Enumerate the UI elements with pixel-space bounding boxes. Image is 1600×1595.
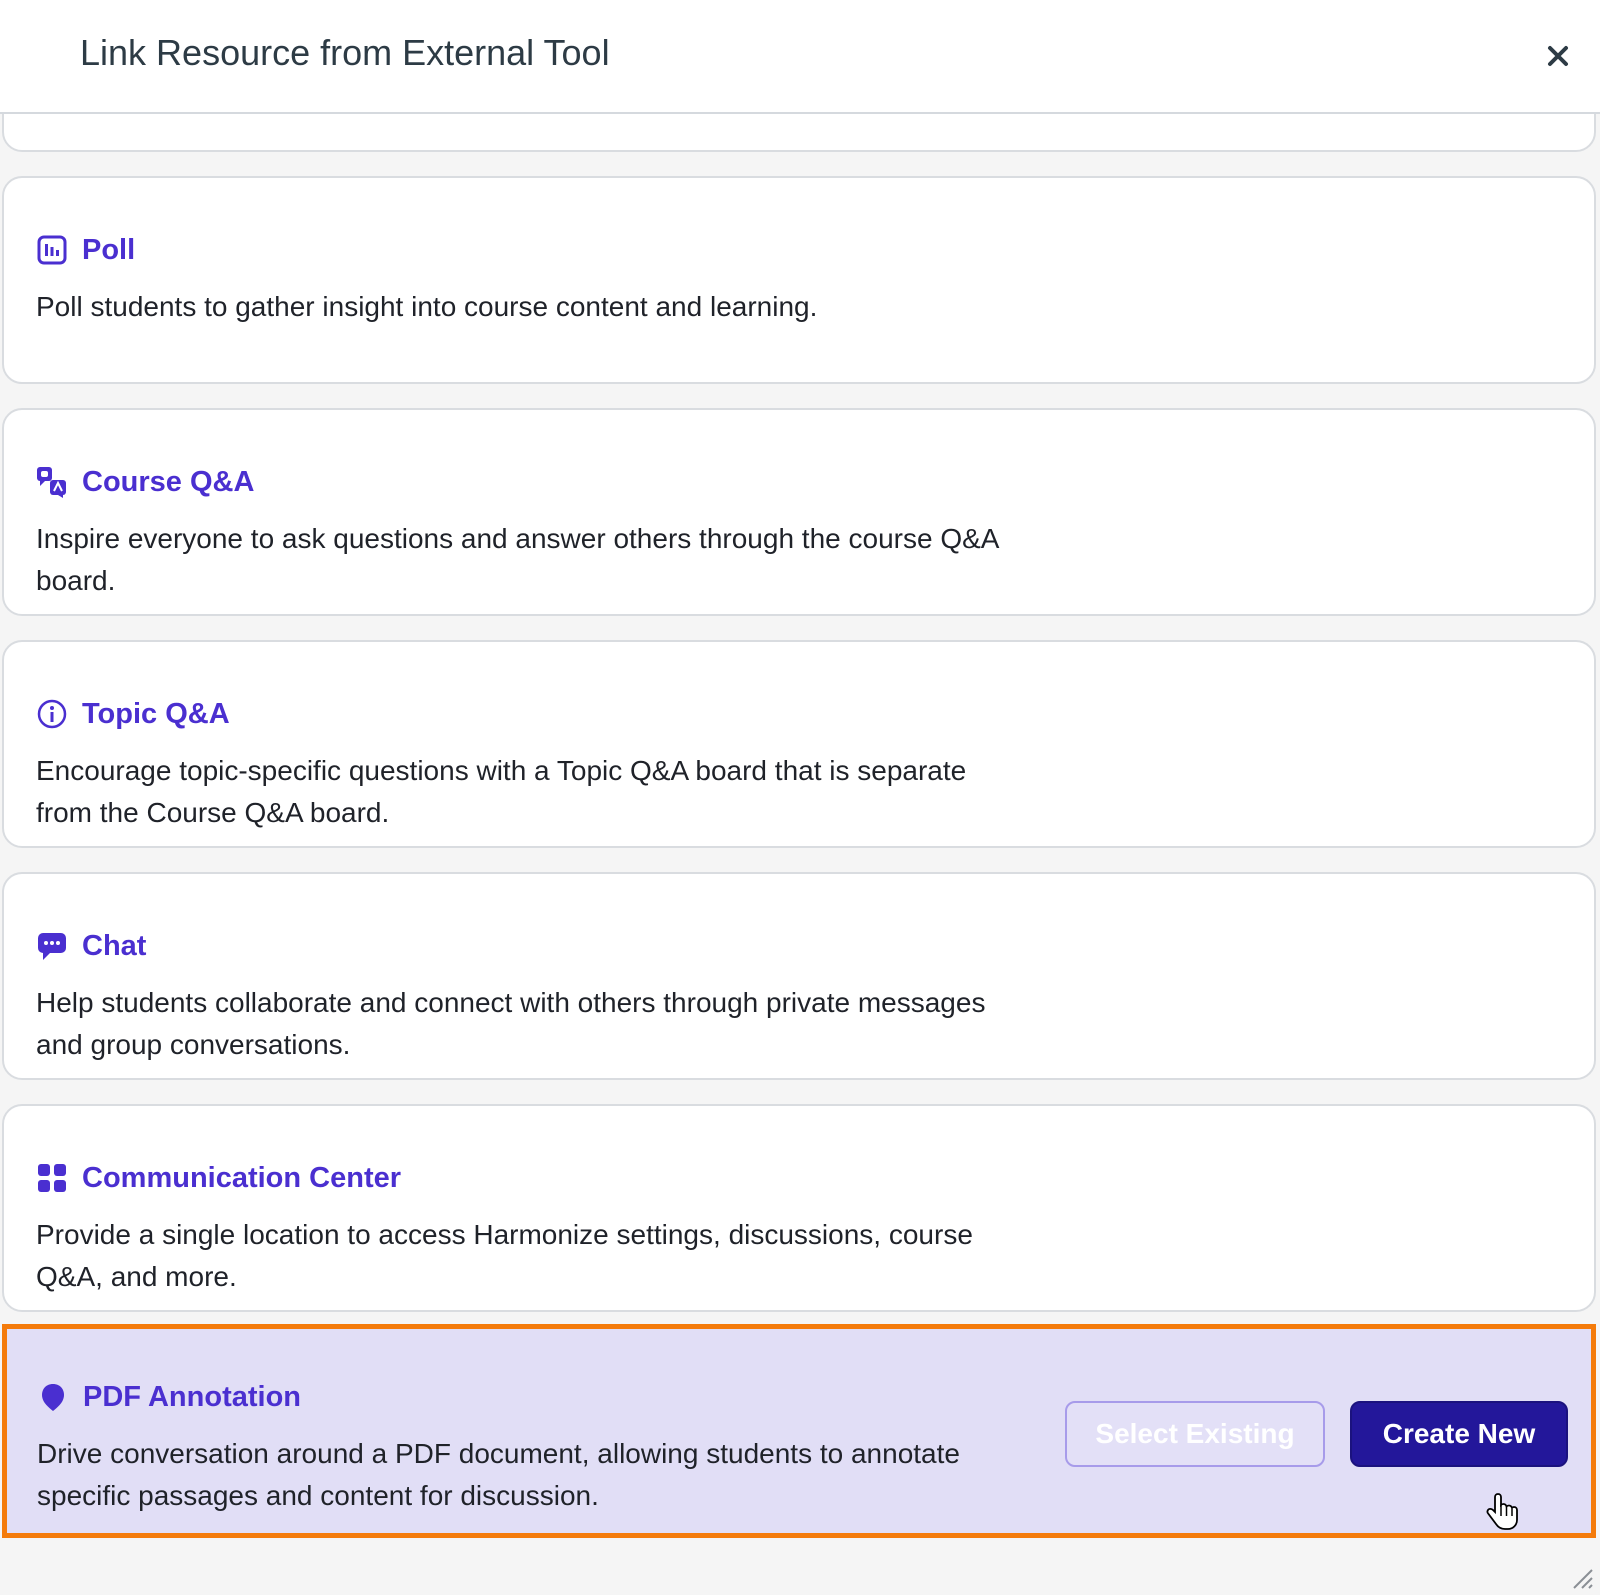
tool-description: Encourage topic-specific questions with a Topic Q&A board that is separate from the Course Q&A board. [36, 755, 967, 828]
tool-card-course-qa[interactable] [2, 408, 1596, 616]
tool-card-header [37, 1377, 301, 1417]
close-icon[interactable] [1538, 36, 1578, 76]
tool-card-header [36, 926, 146, 966]
hand-pointer-cursor-icon [1486, 1492, 1520, 1532]
resize-grip-icon[interactable] [1568, 1564, 1594, 1590]
dialog-title: Link Resource from External Tool [80, 32, 610, 73]
tool-description: Poll students to gather insight into course content and learning. [36, 291, 818, 322]
select-existing-button[interactable]: Select Existing [1065, 1401, 1325, 1467]
tool-name[interactable]: Topic Q&A [82, 697, 230, 730]
tool-description: Inspire everyone to ask questions and answer others through the course Q&A board. [36, 523, 998, 596]
grid-icon [36, 1162, 68, 1194]
tool-card-header [36, 230, 135, 270]
tool-card-header [36, 462, 254, 502]
tool-name[interactable]: PDF Annotation [83, 1380, 301, 1413]
tool-card-pdf-annotation[interactable] [2, 1324, 1596, 1538]
tool-name[interactable]: Communication Center [82, 1161, 402, 1194]
tool-list[interactable] [0, 114, 1600, 1594]
chat-bubble-icon [36, 930, 68, 962]
create-new-button[interactable]: Create New [1350, 1401, 1568, 1467]
annotation-pin-icon [37, 1381, 69, 1413]
poll-chart-icon [36, 234, 68, 266]
qa-bubbles-icon [36, 466, 68, 498]
tool-card-partial[interactable] [2, 114, 1596, 152]
tool-name[interactable]: Chat [82, 929, 147, 962]
tool-description: Provide a single location to access Harmonize settings, discussions, course Q&A, and more. [36, 1219, 973, 1292]
tool-name[interactable]: Poll [82, 233, 136, 266]
tool-description: Help students collaborate and connect with others through private messages and group conversations. [36, 987, 986, 1060]
dialog-header [0, 0, 1600, 114]
info-icon [36, 698, 68, 730]
tool-card-communication-center[interactable] [2, 1104, 1596, 1312]
tool-card-topic-qa[interactable] [2, 640, 1596, 848]
tool-description: Drive conversation around a PDF document, allowing students to annotate specific passages and content for discussion. [37, 1438, 960, 1511]
tool-name[interactable]: Course Q&A [82, 465, 255, 498]
tool-card-header [36, 1158, 401, 1198]
tool-card-chat[interactable] [2, 872, 1596, 1080]
tool-card-header [36, 694, 230, 734]
tool-card-poll[interactable] [2, 176, 1596, 384]
